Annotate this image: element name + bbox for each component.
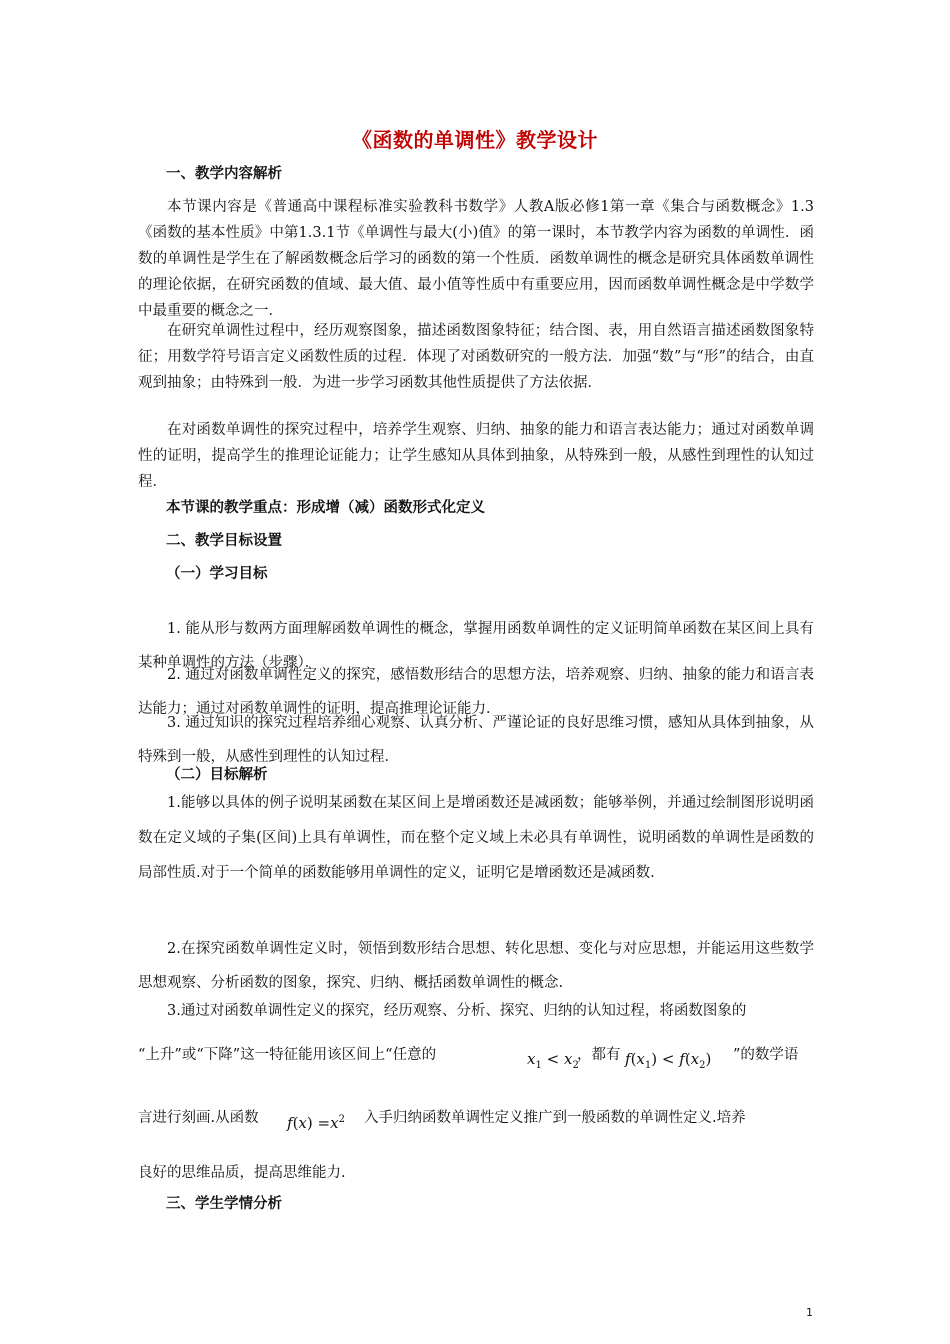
analysis-1: 1.能够以具体的例子说明某函数在某区间上是增函数还是减函数；能够举例，并通过绘制图形说明函数在定义域的子集(区间)上具有单调性，而在整个定义域上未必具有单调性，说明函数的单调性是函数的局部性质.对于一个简单的函数能够用单调性的定义，证明它是增函数还是减函数.	[138, 795, 814, 881]
analysis-3-line-4: 良好的思维品质，提高思维能力.	[138, 1165, 346, 1181]
analysis-2: 2.在探究函数单调性定义时，领悟到数形结合思想、转化思想、变化与对应思想，并能运用这些数学思想观察、分析函数的图象，探究、归纳、概括函数单调性的概念.	[138, 941, 814, 991]
section-3-heading: 三、学生学情分析	[166, 1196, 282, 1212]
subsection-learning-goals: （一）学习目标	[166, 566, 268, 582]
section-1-paragraph-1: 本节课内容是《普通高中课程标准实验教科书数学》人教A版必修1第一章《集合与函数概念》1.3《函数的基本性质》中第1.3.1节《单调性与最大(小)值》的第一课时，本节教学内容为函数的单调性．函数的单调性是学生在了解函数概念后学习的函数的第一个性质．函数单调性的概念是研究具体函数单调性的理论依据，在研究函数的值域、最大值、最小值等性质中有重要应用，因而函数单调性概念是中学数学中最重要的概念之一．	[138, 199, 814, 319]
analysis-3-line-2-start: “上升”或“下降”这一特征能用该区间上“任意的	[138, 1047, 437, 1063]
inequality-fx1-lt-fx2: $f(x_1) < f(x_2)$	[625, 1050, 712, 1071]
analysis-3-line-2-mid: ，都有	[577, 1047, 621, 1063]
section-1-paragraph-3: 在对函数单调性的探究过程中，培养学生观察、归纳、抽象的能力和语言表达能力；通过对函数单调性的证明，提高学生的推理论证能力；让学生感知从具体到抽象，从特殊到一般，从感性到理性的认知过程．	[138, 422, 814, 490]
goal-1: 1. 能从形与数两方面理解函数单调性的概念，掌握用函数单调性的定义证明简单函数在某区间上具有某种单调性的方法（步骤）．	[138, 621, 814, 671]
analysis-3-line-3-start: 言进行刻画.从函数	[138, 1110, 259, 1126]
section-1-paragraph-2: 在研究单调性过程中，经历观察图象，描述函数图象特征；结合图、表，用自然语言描述函数图象特征；用数学符号语言定义函数性质的过程．体现了对函数研究的一般方法．加强“数”与“形”的结合，由直观到抽象；由特殊到一般．为进一步学习函数其他性质提供了方法依据．	[138, 323, 814, 391]
goal-3: 3. 通过知识的探究过程培养细心观察、认真分析、严谨论证的良好思维习惯，感知从具体到抽象，从特殊到一般，从感性到理性的认知过程．	[138, 715, 814, 765]
section-2-heading: 二、教学目标设置	[166, 533, 282, 549]
goal-2: 2. 通过对函数单调性定义的探究，感悟数形结合的思想方法，培养观察、归纳、抽象的能力和语言表达能力；通过对函数单调性的证明，提高推理论证能力．	[138, 667, 814, 717]
inequality-x1-lt-x2: $x_1 < x_2$	[527, 1050, 579, 1071]
function-f-x-equals-x-squared: $f(x) =x^2$	[287, 1114, 345, 1132]
analysis-3-line-2-end: ”的数学语	[733, 1047, 799, 1063]
teaching-focus: 本节课的教学重点：形成增（减）函数形式化定义	[166, 500, 485, 516]
subsection-goal-analysis: （二）目标解析	[166, 767, 268, 783]
section-1-heading: 一、教学内容解析	[166, 166, 282, 182]
analysis-3-line-3-end: 入手归纳函数单调性定义推广到一般函数的单调性定义.培养	[364, 1110, 746, 1126]
document-title: 《函数的单调性》教学设计	[352, 128, 598, 152]
analysis-3-line-1: 3.通过对函数单调性定义的探究，经历观察、分析、探究、归纳的认知过程，将函数图象的	[167, 1003, 747, 1019]
page-number: 1	[806, 1306, 813, 1319]
